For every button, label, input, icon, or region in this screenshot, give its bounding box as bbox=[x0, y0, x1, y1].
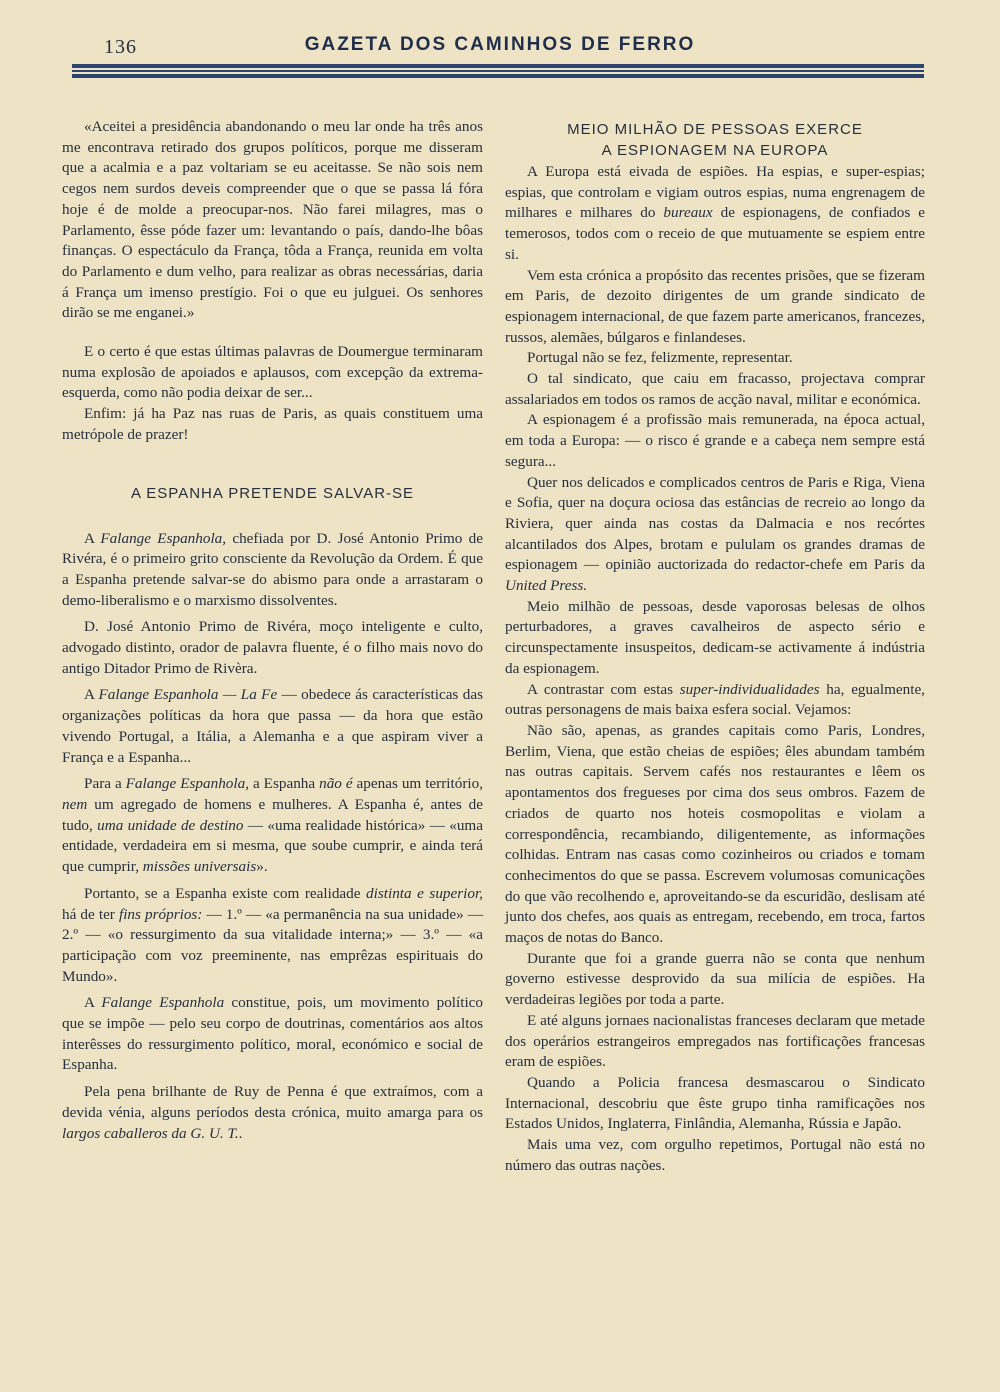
italic-span: United Press. bbox=[505, 577, 588, 595]
text-span: Pela pena brilhante de Ruy de Penna é que extraímos, com a devida vénia, alguns períodos desta crónica, muito amarga para os bbox=[62, 1083, 483, 1121]
right-paragraph-9: Não são, apenas, as grandes capitais como Paris, Londres, Berlim, Viena, que estão cheias de espiões; êles abundam também nas outras capitais. Servem cafés nos restaurantes e lêem os apontamentos dos fregueses por cima dos seus ombros. Fazem de criados de quarto nos hoteis cosmopolitas e violam a correspondência, recambiando, diligentemente, as informações colhidas. Entram nas casas como cozinheiros ou criados e tomam conhecimentos do que se passa. Escrevem volumosas comunicações do que vão recolhendo e, aproveitando-se da escuridão, deslisam até junto dos chefes, aos quais as entregam, recebendo, em troca, fartos maços de notas do Banco. bbox=[505, 721, 925, 947]
text-span: de espionagens, de confiados e temerosos, todos com o receio de que mutuamente se espiem entre si. bbox=[505, 204, 925, 263]
italic-span: Falange Espanhola — La Fe bbox=[98, 686, 278, 704]
text-span: chefiada por D. José Antonio Primo de Rivéra, é o primeiro grito consciente da Revolução da Ordem. É que a Espanha pretende salvar-se do abismo para onde a arrastaram o demo-liberalismo e o marxismo dissolventes. bbox=[62, 529, 483, 609]
right-paragraph-7: Meio milhão de pessoas, desde vaporosas belesas de olhos perturbadores, a graves cavalheiros de aspecto sério e circunspectamente insuspeitos, dedicam-se activamente á indústria da espionagem. bbox=[505, 597, 925, 677]
left-paragraph-1: «Aceitei a presidência abandonando o meu lar onde ha três anos me encontrava retirado dos grupos políticos, porque me disseram que a acalmia e a paz voltariam se eu aceitasse. Se não sois nem cegos nem surdos deveis compreender que o que se passa lá fóra hoje é de molde a preocupar-nos. Não farei milagres, mas o Parlamento, êsse póde fazer um: levantando o país, dando-lhe bôas finanças. O espectáculo da França, tôda a França, reunida em volta do Parlamento e dum velho, para realizar as obras necessárias, daria á França um imenso prestígio. Foi o que eu julguei. Os senhores dirão se me enganei.» bbox=[62, 118, 483, 322]
section-title-espionagem-line-2: A ESPIONAGEM NA EUROPA bbox=[601, 142, 829, 159]
right-paragraph-3: Portugal não se fez, felizmente, representar. bbox=[527, 349, 793, 367]
right-column bbox=[505, 120, 925, 1176]
left-paragraph-4 bbox=[62, 529, 483, 612]
section-title-espionagem-line-1: MEIO MILHÃO DE PESSOAS EXERCE bbox=[567, 121, 863, 138]
right-paragraph-6 bbox=[505, 473, 925, 597]
text-span: A bbox=[84, 994, 102, 1012]
right-paragraph-2: Vem esta crónica a propósito das recentes prisões, que se fizeram em Paris, de dezoito dirigentes de um grande sindicato de espionagem internacional, de que fazem parte americanos, francezes, russos, alemães, búlgaros e finlandeses. bbox=[505, 266, 925, 346]
italic-span: Falange Espanhola, bbox=[125, 775, 249, 793]
section-title-espanha: A ESPANHA PRETENDE SALVAR-SE bbox=[130, 484, 415, 502]
italic-span: nem bbox=[62, 795, 88, 813]
italic-span: distinta e superior, bbox=[366, 884, 484, 902]
left-paragraph-9 bbox=[62, 993, 483, 1076]
left-column bbox=[62, 117, 483, 1144]
italic-span: Falange Espanhola bbox=[101, 994, 225, 1012]
italic-span: uma unidade de destino bbox=[97, 816, 244, 834]
right-paragraph-8 bbox=[505, 680, 925, 721]
left-paragraph-7 bbox=[62, 774, 483, 878]
right-paragraph-11: E até alguns jornaes nacionalistas franceses declaram que metade dos operários estrangeiros empregados nas fortificações francesas eram de espiões. bbox=[505, 1011, 925, 1071]
text-span: há de ter bbox=[62, 905, 119, 923]
text-span: Para a bbox=[84, 775, 126, 793]
left-paragraph-10 bbox=[62, 1082, 483, 1144]
left-paragraph-8 bbox=[62, 884, 483, 988]
italic-span: não é bbox=[319, 775, 353, 793]
text-span: apenas um território, bbox=[352, 775, 483, 793]
italic-span: Falange Espanhola, bbox=[100, 529, 227, 547]
text-span: Portanto, se a Espanha existe com realidade bbox=[84, 884, 367, 902]
italic-span: largos caballeros da G. U. T. bbox=[62, 1124, 239, 1142]
masthead-title: GAZETA DOS CAMINHOS DE FERRO bbox=[304, 34, 696, 55]
left-paragraph-2: E o certo é que estas últimas palavras de Doumergue terminaram numa explosão de apoiados e aplausos, com excepção da extrema-esquerda, como não podia deixar de ser... bbox=[62, 343, 483, 402]
left-paragraph-6 bbox=[62, 685, 483, 768]
text-span: — obedece ás características das organizações políticas da hora que passa — da hora que estão vivendo Portugal, a Itália, a Alemanha e a que aspiram viver a França e a Espanha... bbox=[62, 686, 483, 766]
text-span: — «uma realidade histórica» — «uma entidade, verdadeira em si mesma, que soube cumprir, e ainda terá que cumprir, bbox=[62, 816, 483, 876]
italic-span: missões universais bbox=[142, 858, 257, 876]
left-paragraph-3: Enfim: já ha Paz nas ruas de Paris, as quais constituem uma metrópole de prazer! bbox=[62, 405, 483, 443]
left-paragraph-5: D. José Antonio Primo de Rivéra, moço inteligente e culto, advogado distinto, orador de palavra fluente, é o filho mais novo do antigo Ditador Primo de Rivèra. bbox=[62, 618, 483, 677]
italic-span: fins próprios: bbox=[118, 905, 203, 923]
page-number: 136 bbox=[104, 36, 137, 58]
text-span: — 1.º — «a permanência na sua unidade» — 2.º — «o ressurgimento da sua vitalidade interna;» — 3.º — «a participação com voz preeminente, nas emprêzas espirituais do Mundo». bbox=[62, 905, 484, 985]
text-span: A bbox=[84, 686, 99, 704]
right-paragraph-5: A espionagem é a profissão mais remunerada, na época actual, em toda a Europa: — o risco é grande e a cabeça nem sempre está segura... bbox=[505, 411, 925, 470]
right-paragraph-10: Durante que foi a grande guerra não se conta que nenhum governo estivesse desprovido da sua milícia de espiões. Ha verdadeiras legiões por toda a parte. bbox=[505, 949, 925, 1009]
right-paragraph-1 bbox=[505, 162, 925, 266]
right-paragraph-12: Quando a Policia francesa desmascarou o Sindicato Internacional, descobriu que êste grupo tinha ramificações nos Estados Unidos, Inglaterra, Finlândia, Alemanha, Rússia e Japão. bbox=[505, 1073, 925, 1133]
text-span: Quer nos delicados e complicados centros de Paris e Riga, Viena e Sofia, quer na doçura ociosa das estâncias de recreio ao longo da Riviera, quer ainda nas costas da Dalmacia e nos recórtes alcantilados dos Alpes, brotam e pululam os grandes dramas de espionagem — opinião auctorizada do redactor-chefe em Paris da bbox=[505, 473, 925, 574]
italic-span: bureaux bbox=[663, 204, 713, 222]
right-paragraph-13: Mais uma vez, com orgulho repetimos, Portugal não está no número das outras nações. bbox=[505, 1136, 925, 1174]
text-span: A bbox=[84, 529, 101, 547]
text-span: . bbox=[238, 1124, 243, 1142]
right-paragraph-4: O tal sindicato, que caiu em fracasso, projectava comprar assalariados em todos os ramos de acção naval, militar e económica. bbox=[505, 370, 925, 408]
header-rule bbox=[72, 64, 924, 78]
text-span: A contrastar com estas bbox=[527, 680, 680, 698]
text-span: constitue, pois, um movimento político que se impõe — pelo seu corpo de doutrinas, comentários aos altos interêsses do ressurgimento político, moral, económico e social de Espanha. bbox=[62, 994, 483, 1074]
text-span: A Europa está eivada de espiões. Ha espias, e super-espias; espias, que controlam e vigiam outros espias, numa engrenagem de milhares e milhares do bbox=[505, 163, 925, 222]
text-span: um agregado de homens e mulheres. A Espanha é, antes de tudo, bbox=[62, 795, 483, 834]
text-span: ha, egualmente, outras personagens de mais baixa esfera social. Vejamos: bbox=[505, 680, 925, 719]
text-span: ». bbox=[256, 858, 268, 876]
italic-span: super-individualidades bbox=[679, 680, 820, 698]
text-span: a Espanha bbox=[249, 775, 320, 793]
